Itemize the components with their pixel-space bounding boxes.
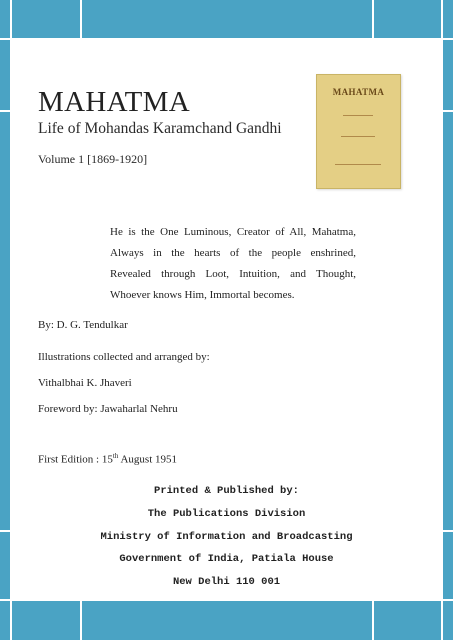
edition-suffix: August 1951 [118,453,178,466]
cover-text-line [343,115,373,116]
tile-divider [0,38,453,40]
publisher-line: Ministry of Information and Broadcasting [100,531,353,543]
tile-divider [443,110,453,112]
top-border-band [0,0,453,38]
right-border-band [443,38,453,601]
invocation-verse [110,222,356,306]
verse-line: Always in the hearts of the people enshrined, [110,247,356,259]
cover-text-line [335,164,381,165]
illustrations-label: Illustrations collected and arranged by: [38,351,210,363]
verse-line: Whoever knows Him, Immortal becomes. [110,289,295,301]
tile-divider [0,599,453,601]
tile-divider [0,530,10,532]
publisher-line: Government of India, Patiala House [119,553,334,565]
tile-divider [80,0,82,38]
illustrator-name: Vithalbhai K. Jhaveri [38,377,132,389]
tile-divider [441,0,443,640]
book-cover-thumbnail [316,74,401,189]
volume-label: Volume 1 [1869-1920] [38,152,148,166]
publisher-heading: Printed & Published by: [154,485,299,497]
tile-divider [372,601,374,640]
cover-text-line [341,136,375,137]
bottom-border-band [0,601,453,640]
publisher-line: New Delhi 110 001 [172,576,281,588]
page-title: MAHATMA [38,86,190,118]
page-subtitle: Life of Mohandas Karamchand Gandhi [38,120,282,137]
edition-line [38,452,177,466]
author-credit: By: D. G. Tendulkar [38,319,128,331]
verse-line: He is the One Luminous, Creator of All, Mahatma, [110,226,356,238]
book-cover-title: MAHATMA [332,87,385,97]
verse-line: Revealed through Loot, Intuition, and Thought, [110,268,356,280]
foreword-credit: Foreword by: Jawaharlal Nehru [38,403,178,415]
edition-prefix: First Edition : 15 [38,453,113,466]
tile-divider [372,0,374,38]
publisher-line: The Publications Division [147,508,306,520]
edition-ordinal: th [112,452,119,460]
tile-divider [10,0,12,640]
tile-divider [0,110,10,112]
tile-divider [80,601,82,640]
tile-divider [443,530,453,532]
left-border-band [0,38,10,601]
